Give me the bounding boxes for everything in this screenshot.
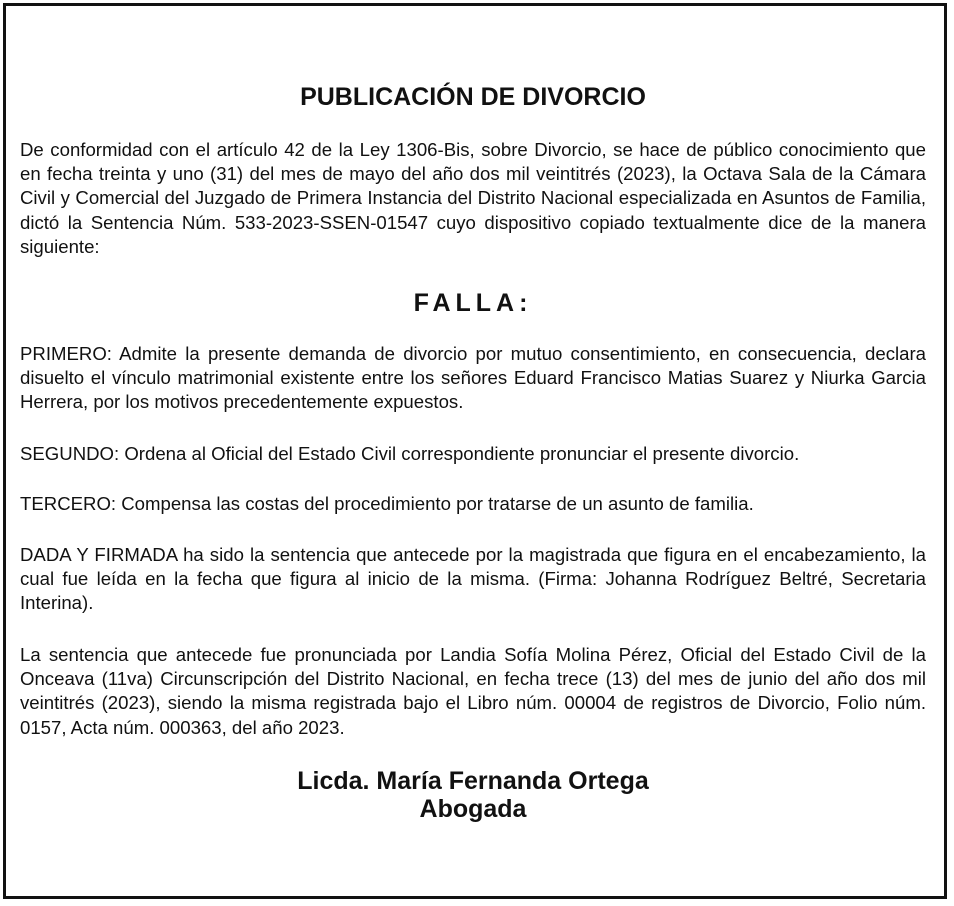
primero-paragraph: PRIMERO: Admite la presente demanda de divorcio por mutuo consentimiento, en consecuencia, declara disuelto el vínculo matrimonial existente entre los señores Eduard Francisco Matias Suarez y Niurka Garcia Herrera, por los motivos precedentemente expuestos. [20, 343, 926, 413]
signer-title: Abogada [419, 795, 527, 823]
dada-paragraph: DADA Y FIRMADA ha sido la sentencia que antecede por la magistrada que figura en el encabezamiento, la cual fue leída en la fecha que figura al inicio de la misma. (Firma: Johanna Rodríguez Beltré, Secretaria Interina). [20, 544, 926, 614]
document-title: PUBLICACIÓN DE DIVORCIO [300, 83, 646, 111]
tercero-paragraph: TERCERO: Compensa las costas del procedimiento por tratarse de un asunto de familia. [20, 493, 754, 514]
pronunciada-paragraph: La sentencia que antecede fue pronunciada por Landia Sofía Molina Pérez, Oficial del Estado Civil de la Onceava (11va) Circunscripción del Distrito Nacional, en fecha trece (13) del mes de junio del año dos mil veintitrés (2023), siendo la misma registrada bajo el Libro núm. 00004 de registros de Divorcio, Folio núm. 0157, Acta núm. 000363, del año 2023. [20, 644, 926, 738]
segundo-paragraph: SEGUNDO: Ordena al Oficial del Estado Civil correspondiente pronunciar el presente divorcio. [20, 443, 800, 464]
falla-heading: FALLA: [413, 289, 533, 317]
intro-paragraph: De conformidad con el artículo 42 de la Ley 1306-Bis, sobre Divorcio, se hace de público conocimiento que en fecha treinta y uno (31) del mes de mayo del año dos mil veintitrés (2023), la Octava Sala de la Cámara Civil y Comercial del Juzgado de Primera Instancia del Distrito Nacional especializada en Asuntos de Familia, dictó la Sentencia Núm. 533-2023-SSEN-01547 cuyo dispositivo copiado textualmente dice de la manera siguiente: [20, 139, 926, 257]
signer-name: Licda. María Fernanda Ortega [297, 767, 649, 795]
